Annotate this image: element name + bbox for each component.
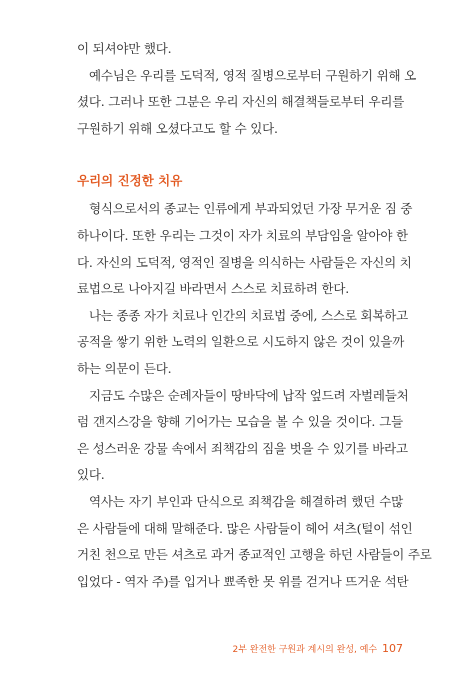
- text-line: 구원하기 위해 오셨다고도 할 수 있다.: [77, 120, 278, 136]
- text-line: 하는 의문이 든다.: [77, 360, 172, 376]
- text-line: 나는 종종 자가 치료나 인간의 치료법 중에, 스스로 회복하고: [89, 307, 408, 323]
- paragraph: [77, 303, 408, 383]
- paragraph: [77, 63, 417, 143]
- section-paragraphs: [77, 196, 432, 595]
- text-line: 셨다. 그러나 또한 그분은 우리 자신의 해결책들로부터 우리를: [77, 94, 405, 110]
- paragraph: [77, 383, 409, 489]
- running-head: 2부 완전한 구원과 계시의 완성, 예수: [232, 645, 378, 655]
- text-line: 있다.: [77, 467, 105, 483]
- text-line: 료법으로 나아지길 바라면서 스스로 치료하려 한다.: [77, 281, 350, 297]
- text-line: 이 되셔야만 했다.: [77, 41, 172, 56]
- text-line: 형식으로서의 종교는 인류에게 부과되었던 가장 무거운 짐 중: [89, 201, 413, 217]
- paragraph: [77, 489, 432, 595]
- section-gap: [77, 142, 403, 168]
- text-line: 다. 자신의 도덕적, 영적인 질병을 의식하는 사람들은 자신의 치: [77, 254, 412, 270]
- text-line: 은 성스러운 강물 속에서 죄책감의 짐을 벗을 수 있기를 바라고: [77, 440, 408, 456]
- text-line: 역사는 자기 부인과 단식으로 죄책감을 해결하려 했던 수많: [89, 493, 403, 509]
- page-number: 107: [382, 642, 403, 655]
- text-line: 은 사람들에 대해 말해준다. 많은 사람들이 헤어 셔츠(털이 섞인: [77, 520, 413, 536]
- intro-paragraphs: [77, 36, 417, 142]
- text-line: 거친 천으로 만든 셔츠로 과거 종교적인 고행을 하던 사람들이 주로: [77, 547, 432, 563]
- page-footer: [0, 642, 470, 655]
- text-line: 공적을 쌓기 위한 노력의 일환으로 시도하지 않은 것이 있을까: [77, 334, 405, 350]
- section-title: 우리의 진정한 치유: [77, 173, 183, 189]
- text-line: 하나이다. 또한 우리는 그것이 자가 치료의 부담임을 알아야 한: [77, 227, 408, 243]
- paragraph: [77, 196, 413, 302]
- text-line: 예수님은 우리를 도덕적, 영적 질병으로부터 구원하기 위해 오: [89, 67, 417, 83]
- paragraph: [77, 36, 403, 63]
- text-line: 입었다 - 역자 주)를 입거나 뾰족한 못 위를 걷거나 뜨거운 석탄: [77, 573, 409, 589]
- text-line: 럼 갠지스강을 향해 기어가는 모습을 볼 수 있을 것이다. 그들: [77, 414, 403, 430]
- text-line: 지금도 수많은 순례자들이 땅바닥에 납작 엎드려 자벌레들처: [89, 387, 409, 403]
- body-text: [77, 36, 432, 595]
